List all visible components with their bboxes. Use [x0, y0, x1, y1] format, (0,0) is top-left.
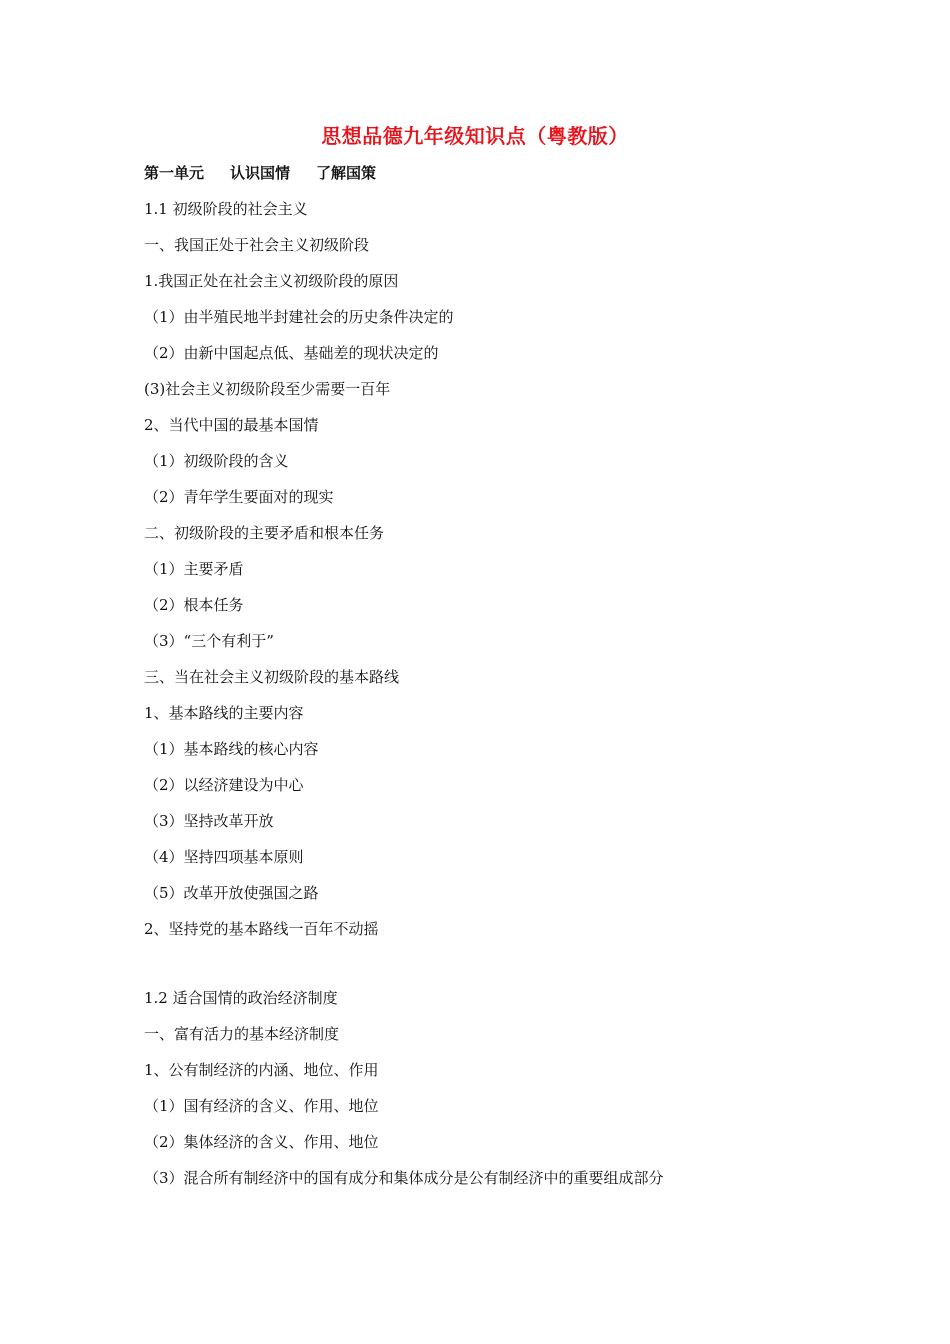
text-line: （2）集体经济的含义、作用、地位	[144, 1133, 379, 1151]
document-title: 思想品德九年级知识点（粤教版）	[321, 124, 629, 148]
text-line: 1.1 初级阶段的社会主义	[144, 200, 308, 218]
unit-heading	[144, 162, 376, 184]
text-line: 1.我国正处在社会主义初级阶段的原因	[144, 272, 399, 290]
text-line: （1）由半殖民地半封建社会的历史条件决定的	[144, 308, 454, 326]
text-line: 一、富有活力的基本经济制度	[144, 1025, 340, 1043]
blank-line	[144, 953, 824, 986]
text-line: （5）改革开放使强国之路	[144, 884, 319, 902]
text-line: 一、我国正处于社会主义初级阶段	[144, 236, 370, 254]
text-line: 2、坚持党的基本路线一百年不动摇	[144, 920, 379, 938]
text-line: （4）坚持四项基本原则	[144, 848, 304, 866]
text-line: 1、基本路线的主要内容	[144, 704, 304, 722]
text-line: （1）主要矛盾	[144, 560, 244, 578]
text-line: 1.2 适合国情的政治经济制度	[144, 989, 338, 1007]
text-line: 2、当代中国的最基本国情	[144, 416, 319, 434]
text-line: （2）根本任务	[144, 596, 244, 614]
text-line: （1）国有经济的含义、作用、地位	[144, 1097, 379, 1115]
text-line: 1、公有制经济的内涵、地位、作用	[144, 1061, 379, 1079]
text-line: （1）初级阶段的含义	[144, 452, 289, 470]
unit-topic-1: 认识国情	[230, 164, 291, 182]
unit-label: 第一单元	[144, 164, 205, 182]
text-line: （2）由新中国起点低、基础差的现状决定的	[144, 344, 439, 362]
text-line: （2）以经济建设为中心	[144, 776, 304, 794]
unit-topic-2: 了解国策	[316, 164, 377, 182]
text-line: （3）“三个有利于”	[144, 632, 274, 650]
text-line: 二、初级阶段的主要矛盾和根本任务	[144, 524, 385, 542]
text-line: 三、当在社会主义初级阶段的基本路线	[144, 668, 400, 686]
text-line: (3)社会主义初级阶段至少需要一百年	[144, 380, 391, 398]
content-lines	[144, 197, 824, 1202]
text-line: （3）坚持改革开放	[144, 812, 274, 830]
text-line: （2）青年学生要面对的现实	[144, 488, 334, 506]
text-line: （3）混合所有制经济中的国有成分和集体成分是公有制经济中的重要组成部分	[144, 1169, 664, 1187]
text-line: （1）基本路线的核心内容	[144, 740, 319, 758]
